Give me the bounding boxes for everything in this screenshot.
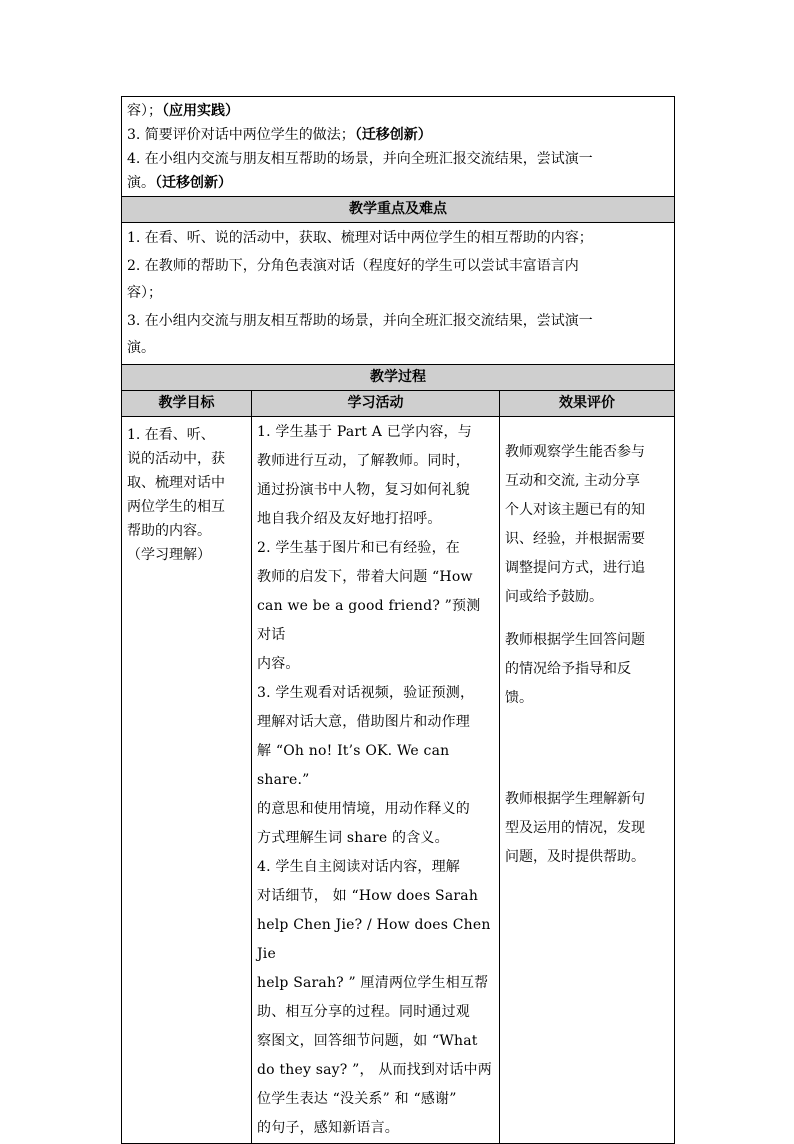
evaluation-spacer [505,417,669,438]
key-points-header-row [122,197,675,223]
goal-cell [122,416,252,1143]
goal-line: 两位学生的相互 [127,498,225,515]
key-points-body-row [122,223,675,365]
activity-line: 解 “Oh no! It’s OK. We can share.” [257,742,450,788]
activity-line: 的句子，感知新语言。 [257,1119,399,1136]
objectives-continuation-cell [122,97,675,197]
activity-1 [257,418,494,534]
activity-line: 3. 学生观看对话视频，验证预测， [257,684,475,701]
activity-line: 1. 学生基于 Part A 已学内容，与 [257,423,472,440]
evaluation-line: 问或给予鼓励。 [505,588,603,605]
activity-4 [257,853,494,1143]
activity-line: 方式理解生词 share 的含义。 [257,829,449,846]
key-point-line: 1. 在看、听、说的活动中，获取、梳理对话中两位学生的相互帮助的内容； [127,230,593,246]
activity-line: can we be a good friend? ”预测对话 [257,597,481,643]
activity-line: 助、相互分享的过程。同时通过观 [257,1003,470,1020]
activity-line: 2. 学生基于图片和已有经验，在 [257,539,461,556]
key-point-line: 容）； [127,285,162,301]
activity-line: 位学生表达 “没关系” 和 “感谢” [257,1090,457,1107]
objectives-continuation-row [122,97,675,197]
column-header-row [122,390,675,416]
evaluation-line: 识、经验，并根据需要 [505,530,645,547]
evaluation-line: 教师根据学生回答问题 [505,631,645,648]
evaluation-3 [505,785,669,872]
lesson-plan-table [121,96,675,1144]
activity-line: 对话细节， 如 “How does Sarah [257,887,479,904]
activity-line: 教师进行互动，了解教师。同时， [257,452,470,469]
evaluation-line: 型及运用的情况，发现 [505,819,645,836]
activity-3 [257,679,494,853]
activity-line: 通过扮演书中人物，复习如何礼貌 [257,481,470,498]
evaluation-line: 互动和交流, 主动分享 [505,472,640,489]
column-header-evaluation: 效果评价 [500,390,675,416]
goal-line: 帮助的内容。 [127,522,211,539]
column-header-activity: 学习活动 [252,390,500,416]
activity-line: 察图文，回答细节问题，如 “What [257,1032,478,1049]
goal-line: 取、梳理对话中 [127,474,225,491]
key-point-line: 2. 在教师的帮助下，分角色表演对话（程度好的学生可以尝试丰富语言内 [127,257,579,274]
evaluation-line: 馈。 [505,689,533,706]
column-header-goal: 教学目标 [122,390,252,416]
activity-line: 理解对话大意，借助图片和动作理 [257,713,470,730]
goal-line: （学习理解） [127,546,211,563]
key-points-body [122,223,675,365]
objective-line: 3. 简要评价对话中两位学生的做法；（迁移创新） [127,127,432,143]
activity-line: 内容。 [257,655,300,672]
evaluation-cell [500,416,675,1143]
activity-line: 教师的启发下，带着大问题 “How [257,568,473,585]
activity-line: 4. 学生自主阅读对话内容，理解 [257,858,461,875]
evaluation-gap [505,612,669,626]
goal-line: 说的活动中，获 [127,450,225,467]
evaluation-line: 教师根据学生理解新句 [505,790,645,807]
evaluation-line: 教师观察学生能否参与 [505,443,645,460]
key-points-header: 教学重点及难点 [122,197,675,223]
evaluation-1 [505,438,669,612]
evaluation-gap [505,713,669,785]
activity-line: help Sarah? ” 厘清两位学生相互帮 [257,974,489,991]
activity-cell [252,416,500,1143]
process-content-row [122,416,675,1143]
evaluation-line: 个人对该主题已有的知 [505,501,645,518]
goal-line: 1. 在看、听、 [127,426,215,443]
evaluation-line: 问题，及时提供帮助。 [505,848,645,865]
key-point-line: 演。 [127,340,155,356]
activity-line: help Chen Jie? / How does Chen Jie [257,916,491,962]
objective-line: 4. 在小组内交流与朋友相互帮助的场景，并向全班汇报交流结果，尝试演一 [127,151,593,167]
evaluation-line: 调整提问方式，进行追 [505,559,645,576]
process-header: 教学过程 [122,364,675,390]
activity-2 [257,534,494,679]
activity-line: do they say? ”， 从而找到对话中两 [257,1061,492,1078]
key-point-line: 3. 在小组内交流与朋友相互帮助的场景，并向全班汇报交流结果，尝试演一 [127,312,593,329]
activity-line: 的意思和使用情境，用动作释义的 [257,800,470,817]
objective-line: 演。（迁移创新） [127,175,232,191]
evaluation-line: 的情况给予指导和反 [505,660,631,677]
activity-line: 地自我介绍及友好地打招呼。 [257,510,442,527]
goal-text [127,420,246,567]
evaluation-2 [505,626,669,713]
process-header-row [122,364,675,390]
objective-line: 容）；（应用实践） [127,103,239,119]
